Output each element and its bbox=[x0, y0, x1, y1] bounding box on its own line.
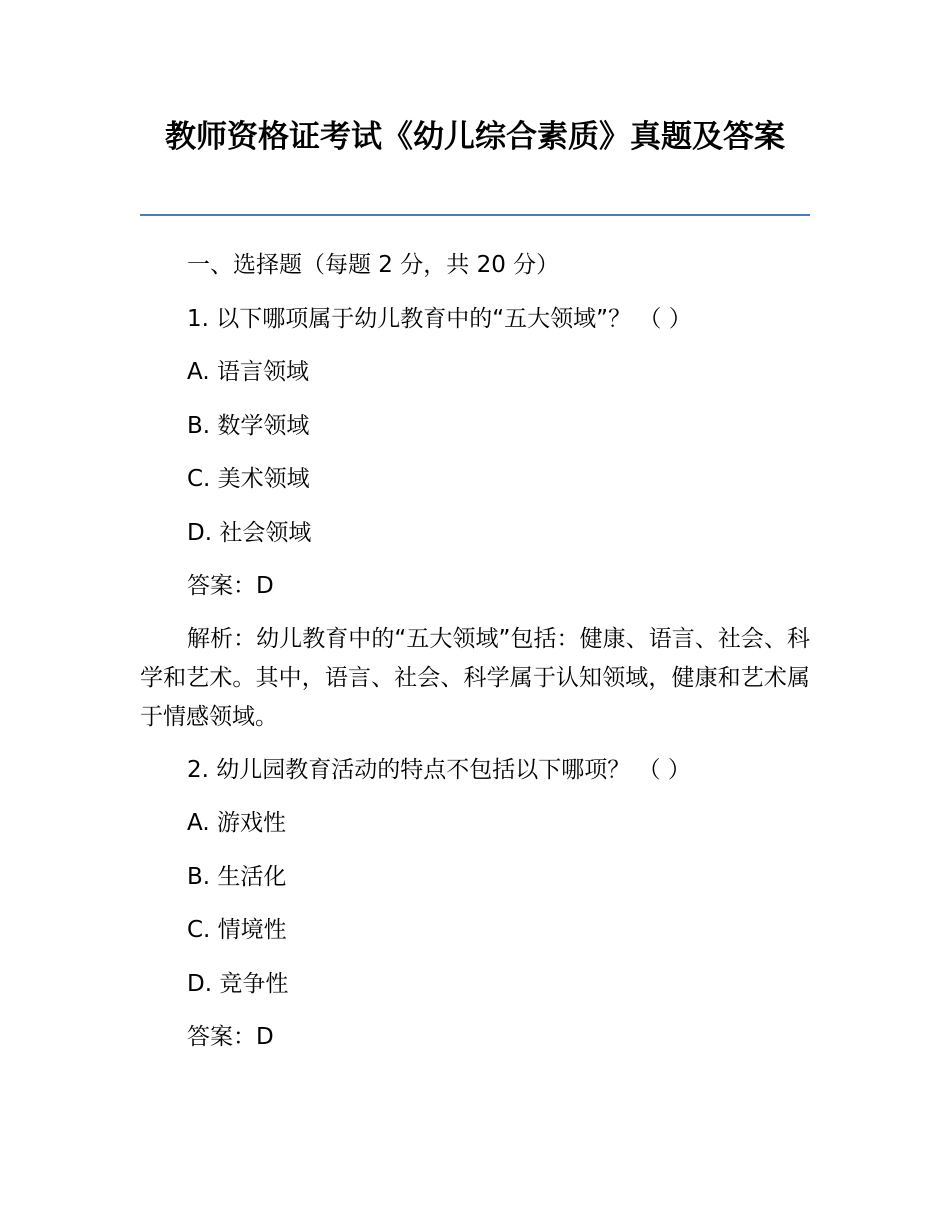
question-2-option-b: B. 生活化 bbox=[187, 864, 287, 890]
question-1-option-c: C. 美术领域 bbox=[187, 466, 310, 492]
question-1-option-a: A. 语言领域 bbox=[187, 359, 309, 385]
question-1-answer: 答案：D bbox=[187, 573, 274, 599]
question-2-stem: 2. 幼儿园教育活动的特点不包括以下哪项？ （ ） bbox=[187, 757, 691, 783]
question-2-option-d: D. 竞争性 bbox=[187, 971, 289, 997]
question-1-option-b: B. 数学领域 bbox=[187, 413, 310, 439]
section-heading: 一、选择题（每题 2 分，共 20 分） bbox=[187, 252, 560, 278]
title-underline bbox=[140, 214, 810, 216]
question-1-option-d: D. 社会领域 bbox=[187, 520, 312, 546]
question-1-explanation: 解析：幼儿教育中的“五大领域”包括：健康、语言、社会、科学和艺术。其中，语言、社会、科学属于认知领域，健康和艺术属于情感领域。 bbox=[140, 626, 810, 730]
question-2-answer: 答案：D bbox=[187, 1024, 274, 1050]
question-2-option-a: A. 游戏性 bbox=[187, 810, 286, 836]
question-1-stem: 1. 以下哪项属于幼儿教育中的“五大领域”？ （ ） bbox=[187, 306, 692, 332]
question-2-option-c: C. 情境性 bbox=[187, 917, 287, 943]
document-title: 教师资格证考试《幼儿综合素质》真题及答案 bbox=[165, 119, 785, 155]
